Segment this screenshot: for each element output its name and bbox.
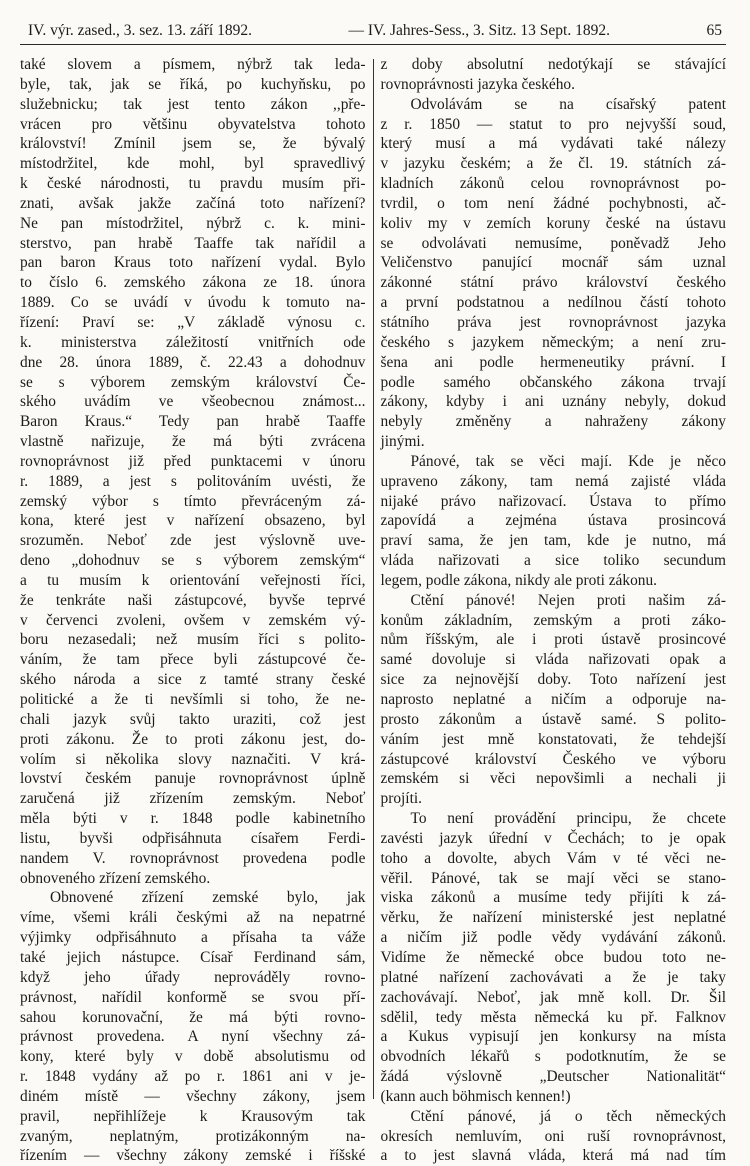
text-line: to číslo 6. zemského zákona ze 18. února [20,274,366,292]
text-line: také jejich nástupce. Císař Ferdinand sám, [20,948,366,966]
text-line: kona, které jest v nařízení obsazeno, byl [20,512,366,530]
text-line: naprosto neplatné a ničím a odporuje na- [380,691,726,708]
text-line: a ničím již podle vědy vydávání zákonů. [380,929,726,947]
text-line: diném místě — všechny zákony, jsem [20,1087,366,1105]
text-line: vrácen pro většinu obyvatelstva tohoto [20,115,366,133]
text-line: zemský výbor s tímto převráceným zá- [20,492,366,510]
text-line: věrku, že nařízení ministerské jest neplatné [380,909,726,927]
running-header [20,10,726,45]
header-center: — IV. Jahres-Sess., 3. Sitz. 13 Sept. 1892. [348,22,610,39]
text-line: nijaké právo nařizovací. Ústava to přímo [380,492,726,510]
text-line: šena ani podle hermeneutiky právní. I [380,353,726,371]
text-line: Pánové, tak se věci mají. Kde je něco [410,452,726,470]
text-line: českého s jazykem německým; a není zru- [380,333,726,351]
text-line: zástupcové království Českého ve výboru [380,750,726,768]
text-line: Ne pan místodržitel, nýbrž c. k. mini- [20,214,366,232]
left-column [20,55,372,1166]
text-line: volím si několika slovy naznačiti. V krá- [20,750,366,768]
text-line: Obnovené zřízení zemské bylo, jak [50,889,366,907]
text-line: se odvolávati nemusíme, poněvadž Jeho [380,234,726,252]
text-line: Ctění pánové, já o těch německých [410,1107,726,1125]
text-line: sice za nejnovější doby. Toto nařízení jest [380,671,726,689]
text-line: jinými. [380,433,425,451]
text-line: rovnoprávnosti jazyka českého. [380,75,575,93]
text-line: zachovávají. Neboť, jak mně koll. Dr. Šil [380,988,726,1006]
text-line: znati, avšak jakže začíná toto nařízení? [20,194,366,212]
text-line: Baron Kraus.“ Tedy pan hrabě Taaffe [20,413,366,431]
text-line: a tu musím k orientování veřejnosti říci, [20,571,366,589]
text-line: a první podstatnou a nedílnou částí tohoto [380,294,726,312]
column-divider [373,59,374,1099]
text-line: právnost provedena. A nyní všechny zá- [20,1028,366,1046]
text-line: nům říšským, ale i proti ústavě prosincové [380,631,726,649]
text-line: projíti. [380,790,422,808]
text-line: Veličenstvo panující mocnář sám uznal [380,254,726,272]
text-line: deno „dohodnuv se s výborem zemským“ [20,552,366,570]
text-line: 1889. Co se uvádí v úvodu k tomuto na- [20,294,366,312]
text-line: výjimky odpřisáhnuto a přísaha ta váže [20,929,366,947]
text-line: který musí a má vydávati také nálezy [380,135,726,153]
text-line: měla býti v r. 1848 podle kabinetního [20,810,366,828]
text-line: koliv my v zemích koruny české na ústavu [380,214,726,232]
text-line: boru nezasedali; než musím říci s polito- [20,631,366,649]
page-number: 65 [706,22,722,39]
text-line: také slovem a písmem, nýbrž tak leda- [20,56,366,73]
text-columns [20,55,726,1166]
text-line: váním, že tam přece byli zástupcové če- [20,651,366,669]
text-line: žádá výslovně „Deutscher Nationalität“ [380,1068,726,1086]
text-line: služebnicku; tak jest tento zákon ,,pře- [20,95,366,113]
text-line: r. 1848 vydány až po r. 1861 ani v je- [20,1068,366,1086]
text-line: království! Zmínil jsem se, že bývalý [20,135,366,153]
text-line: prosto zákonům a ústavě samé. S polito- [380,710,726,728]
text-line: z r. 1850 — statut to pro nejvyšší soud, [380,115,726,133]
text-line: platné nařízení zachovávati a že je taky [380,968,726,986]
text-line: ského uvádím ve všeobecnou známost... [20,393,366,411]
text-line: viska zákonů a musíme tedy přijíti k zá- [380,889,726,907]
text-line: místodržitel, kde mohl, byl spravedlivý [20,155,366,173]
text-line: sterstvo, pan hrabě Taaffe tak nařídil a [20,234,366,252]
text-line: To není provádění principu, že chcete [410,810,726,828]
text-line: věřil. Pánové, tak se mají věci se stano- [380,869,726,887]
text-line: obnoveného zřízení zemského. [20,869,211,887]
text-line: že tenkráte naši zástupcové, byvše teprvé [20,591,366,609]
text-line: a to jest slavná vláda, která má nad tím [380,1147,726,1165]
text-line: když jeho úřady neprováděly rovno- [20,968,366,986]
text-line: ského národa a sice z tamté strany české [20,671,366,689]
text-line: kony, které byly v době absolutismu od [20,1048,366,1066]
text-line: zapovídá a zejména ústava prosincová [380,512,726,530]
text-line: sahou korunovační, že má býti rovno- [20,1008,366,1026]
text-line: dne 28. února 1889, č. 22.43 a dohodnuv [20,353,366,371]
text-line: zavésti jazyk úřední v Čechách; to je opak [380,829,726,847]
text-line: sdělil, tedy města německá ku př. Falknov [380,1008,726,1026]
text-line: politické a že ti nevšímli si toho, že ne- [20,691,366,708]
text-line: zaručená již zřízením zemským. Neboť [20,790,366,808]
text-line: se s výborem zemským království Če- [20,373,366,391]
text-line: obvodních lékařů s podotknutím, že se [380,1048,726,1066]
text-line: (kann auch böhmisch kennen!) [380,1087,571,1105]
text-line: řízení: Praví se: „V základě výnosu c. [20,313,366,331]
text-line: řízením — všechny zákony zemské i říšské [20,1147,366,1165]
text-line: srozuměn. Neboť zde jest výslovně uve- [20,532,366,550]
text-line: zákonné státní právo království českého [380,274,726,292]
text-line: váním jest mně konstatovati, že tehdejší [380,730,726,748]
text-line: byle, tak, jak se říká, po kuchyňsku, po [20,75,366,93]
text-line: podle samého občanského zákona trvají [380,373,726,391]
text-line: lovství českém panuje rovnoprávnost úplně [20,770,366,788]
text-line: chali jazyk svůj takto uraziti, což jest [20,710,366,728]
text-line: rovnoprávnost již před punktacemi v únoru [20,452,366,470]
text-line: v jazyku českém; a že čl. 19. státních zá- [380,155,726,173]
text-line: toho a dovolte, abych Vám v té věci ne- [380,849,726,867]
text-line: státního práva jest rovnoprávnost jazyka [380,313,726,331]
text-line: k. ministerstva záležitostí vnitřních ode [20,333,366,351]
text-line: legem, podle zákona, nikdy ale proti zákonu. [380,571,658,589]
text-line: právnost, nařídil konformě se svou pří- [20,988,366,1006]
text-line: Ctění pánové! Nejen proti našim zá- [410,591,726,609]
right-column [372,55,727,1166]
text-line: vlastně nařizuje, že má býti zvrácena [20,433,366,451]
text-line: v červenci zvoleni, ovšem v zemském vý- [20,611,366,629]
text-line: samé dovoluje si vláda nařizovati opak a [380,651,726,669]
text-line: zemském si věci nepovšimli a nechali ji [380,770,726,788]
text-line: víme, všemi králi českými až na nepatrné [20,909,366,927]
text-line: konům základním, zemským a proti záko- [380,611,726,629]
text-line: vláda nařizovati a sice toliko secundum [380,552,726,570]
text-line: zákony, kdyby i ani uznány nebyly, dokud [380,393,726,411]
text-line: listu, byvši odpřisáhnuta císařem Ferdi- [20,829,366,847]
text-line: pravil, nepřihlížeje k Krausovým tak [20,1107,366,1125]
text-line: nandem V. rovnoprávnost provedena podle [20,849,366,867]
text-line: upraveno zákony, tam nemá zajisté vláda [380,472,726,490]
text-line: proti zákonu. Že to proti zákonu jest, do- [20,730,366,748]
text-line: pan baron Kraus toto nařízení vydal. Bylo [20,254,366,272]
text-line: praví sama, že jen tam, kde je nutno, má [380,532,726,550]
text-line: r. 1889, a jest s politováním uvésti, že [20,472,366,490]
text-line: Odvolávám se na císařský patent [410,95,726,113]
text-line: Vidíme že německé obce budou toto ne- [380,948,726,966]
text-line: kladních zákonů celou rovnoprávnost po- [380,175,726,193]
text-line: z doby absolutní nedotýkají se stávající [380,56,726,73]
header-left: IV. výr. zased., 3. sez. 13. září 1892. [28,22,252,39]
text-line: okresích nemluvím, oni ruší rovnoprávnost, [380,1127,726,1145]
text-line: a Kukus vypisují jen konkursy na místa [380,1028,726,1046]
text-line: tvrdil, o tom není žádné pochybnosti, ač- [380,194,726,212]
text-line: zvaným, neplatným, protizákonným na- [20,1127,366,1145]
text-line: nebyly změněny a nahraženy zákony [380,413,726,431]
text-line: k české národnosti, tu pravdu musím při- [20,175,366,193]
